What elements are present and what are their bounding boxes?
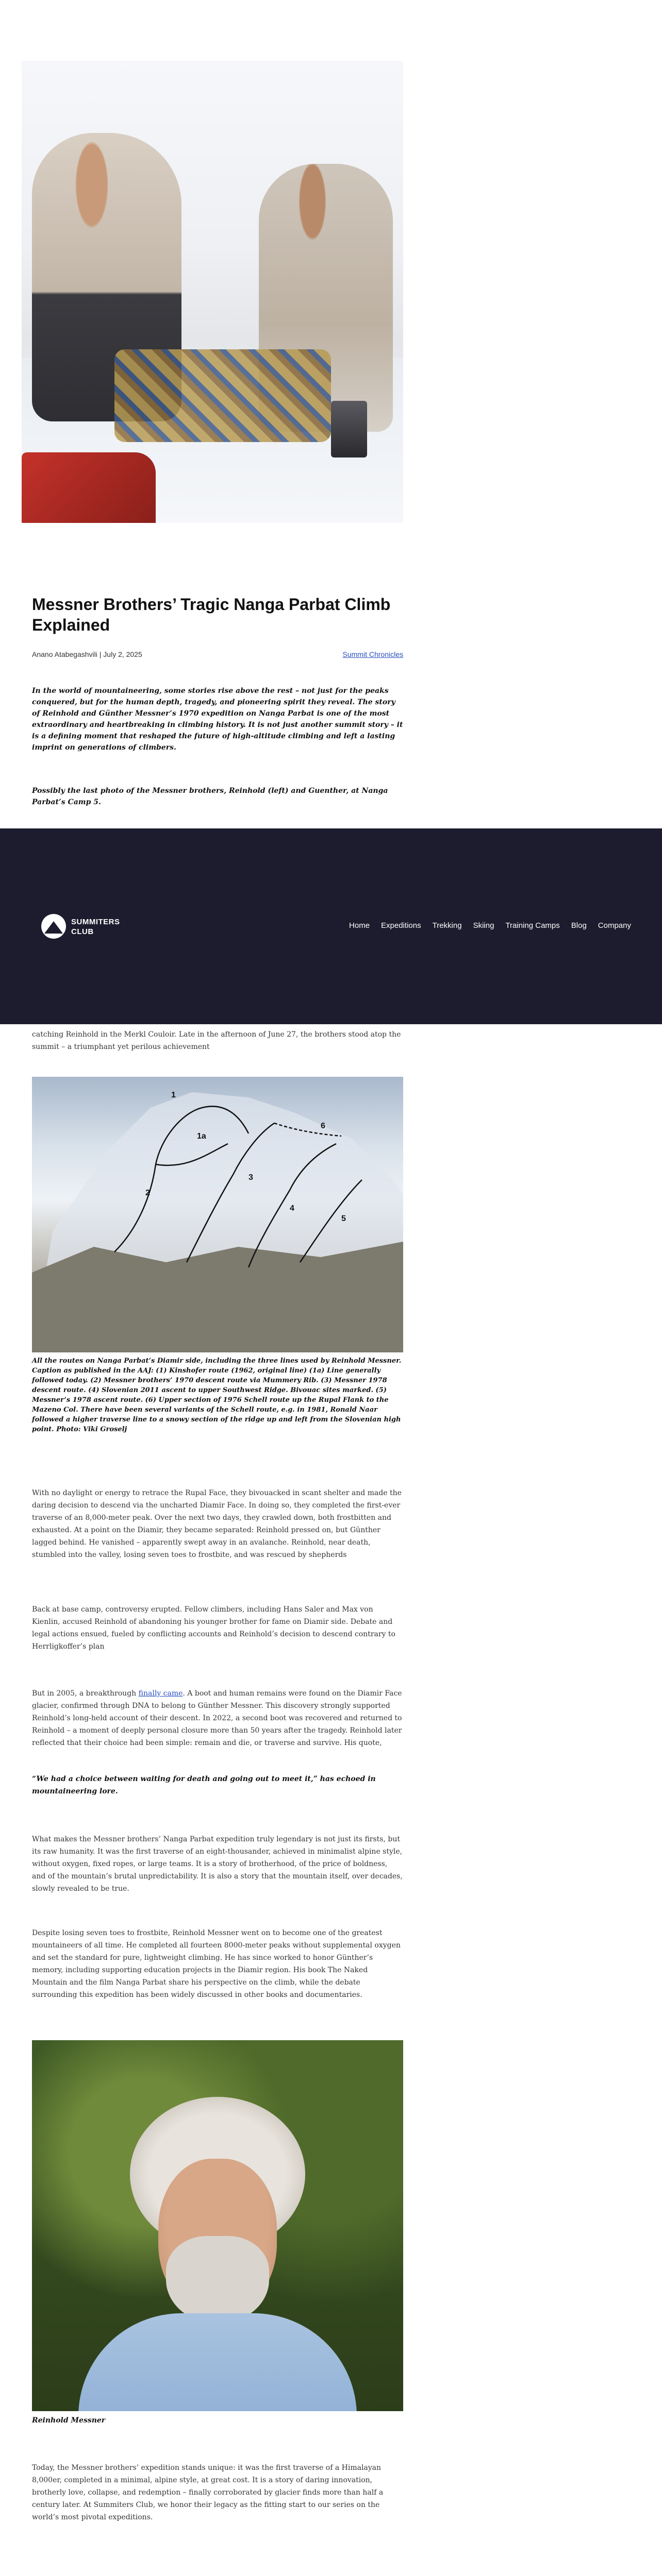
discovery-paragraph: But in 2005, a breakthrough finally came. A boot and human remains were found on the Diamir Face glacier, confirmed through DNA to belong to Günther Messner. This discovery strongly supported Reinhold’s long-held account of their descent. In 2022, a second boot was recovered and returned to Reinhold – a moment of deeply personal closure more than 50 years after the tragedy. Reinhold later reflected that their choice had been simple: remain and die, or traverse and survive. His quote, (32, 1689, 402, 1747)
article-meta (32, 650, 403, 663)
nav-item-company[interactable]: Company (598, 921, 631, 930)
nav-item-trekking[interactable]: Trekking (432, 921, 462, 930)
map-label: 1 (171, 1091, 176, 1099)
portrait-caption: Reinhold Messner (32, 2416, 106, 2425)
map-label: 2 (145, 1189, 150, 1197)
nav-item-home[interactable]: Home (349, 921, 370, 930)
routes-map-photo (32, 1077, 403, 1352)
site-logo[interactable]: SUMMITERS CLUB (41, 913, 155, 941)
map-label: 5 (341, 1214, 346, 1223)
category-link[interactable]: Summit Chronicles (342, 650, 403, 658)
map-label: 1a (197, 1132, 206, 1141)
messner-quote: “We had a choice between waiting for death and going out to meet it,” has echoed in mountaineering lore. (32, 1775, 376, 1795)
map-label: 6 (321, 1122, 325, 1130)
nav-item-blog[interactable]: Blog (571, 921, 587, 930)
closing-paragraph: Today, the Messner brothers’ expedition stands unique: it was the first traverse of a Himalayan 8,000er, completed in a minimal, alpine style, at great cost. It is a story of daring innovation, brotherly love, collapse, and redemption – finally corroborated by glacier finds more than half a century later. At Summiters Club, we honor their legacy as the fitting start to our series on the world’s most pivotal expeditions. (32, 2464, 384, 2521)
article-title: Messner Brothers’ Tragic Nanga Parbat Climb Explained (32, 595, 391, 634)
finally-came-link[interactable]: finally came (138, 1689, 183, 1698)
main-menu (349, 921, 631, 933)
author-date: Anano Atabegashvili | July 2, 2025 (32, 650, 142, 658)
mountain-logo-icon (41, 914, 66, 939)
hero-photo (22, 61, 403, 523)
nav-item-expeditions[interactable]: Expeditions (381, 921, 421, 930)
map-label: 4 (290, 1204, 294, 1213)
hero-caption: Possibly the last photo of the Messner brothers, Reinhold (left) and Guenther, at Nanga Parbat’s Camp 5. (32, 787, 388, 806)
site-header (0, 828, 662, 1024)
map-label: 3 (249, 1173, 253, 1182)
controversy-paragraph: Back at base camp, controversy erupted. Fellow climbers, including Hans Saler and Max von Kienlin, accused Reinhold of abandoning his younger brother for fame on Diamir side. Debate and legal actions ensued, fueled by conflicting accounts and Reinhold’s decision to descend contrary to Herrligkoffer’s plan (32, 1605, 395, 1651)
article-intro: In the world of mountaineering, some stories rise above the rest – not just for the peaks conquered, but for the human depth, tragedy, and pioneering spirit they reveal. The story of Reinhold and Günther Messner’s 1970 expedition on Nanga Parbat is one of the most extraordinary and heartbreaking in climbing history. It is not just another summit story – it is a defining moment that reshaped the future of high-altitude climbing and left a lasting imprint on generations of climbers. (32, 687, 403, 752)
nav-item-skiing[interactable]: Skiing (473, 921, 494, 930)
reinhold-portrait-photo (32, 2040, 403, 2411)
descent-paragraph: With no daylight or energy to retrace the Rupal Face, they bivouacked in scant shelter and made the daring decision to descend via the uncharted Diamir Face. In doing so, they completed the first-ever traverse of an 8,000-meter peak. Over the next two days, they crawled down, both frostbitten and exhausted. At a point on the Diamir, they became separated: Reinhold pressed on, but Günther lagged behind. He vanished – apparently swept away in an avalanche. Reinhold, near death, stumbled into the valley, losing seven toes to frostbite, and was rescued by shepherds (32, 1489, 402, 1559)
legacy-paragraph: What makes the Messner brothers’ Nanga Parbat expedition truly legendary is not just its firsts, but its raw humanity. It was the first traverse of an eight-thousander, achieved in minimalist alpine style, without oxygen, fixed ropes, or large teams. It is a story of brotherhood, of the price of boldness, and of the mountain’s brutal unpredictability. It is also a story that the mountain itself, over decades, slowly revealed to be true. (32, 1835, 403, 1893)
nav-item-training-camps[interactable]: Training Camps (505, 921, 560, 930)
map-caption: All the routes on Nanga Parbat’s Diamir side, including the three lines used by Reinhold Messner. Caption as published in the AAJ: (1) Kinshofer route (1962, original line) (1a) Line generally followed today. (2) Messner brothers’ 1970 descent route via Mummery Rib. (3) Messner 1978 descent route. (4) Slovenian 2011 ascent to upper Southwest Ridge. Bivouac sites marked. (5) Messner’s 1978 ascent route. (6) Upper section of 1976 Schell route up the Rupal Flank to the Mazeno Col. There have been several variants of the Schell route, e.g. in 1981, Ronald Naar followed a higher traverse line to a snowy section of the ridge up and left from the Slovenian high point. Photo: Viki Groselj (32, 1357, 402, 1433)
later-career-paragraph: Despite losing seven toes to frostbite, Reinhold Messner went on to become one of the greatest mountaineers of all time. He completed all fourteen 8000-meter peaks without supplemental oxygen and set the standard for pure, lightweight climbing. He has since worked to honor Günther’s memory, including supporting education projects in the Diamir region. His book The Naked Mountain and the film Nanga Parbat share his perspective on the climb, while the debate surrounding this expedition has been widely discussed in other books and documentaries. (32, 1929, 401, 1999)
summit-paragraph: catching Reinhold in the Merkl Couloir. Late in the afternoon of June 27, the brothers stood atop the summit – a triumphant yet perilous achievement (32, 1030, 401, 1051)
